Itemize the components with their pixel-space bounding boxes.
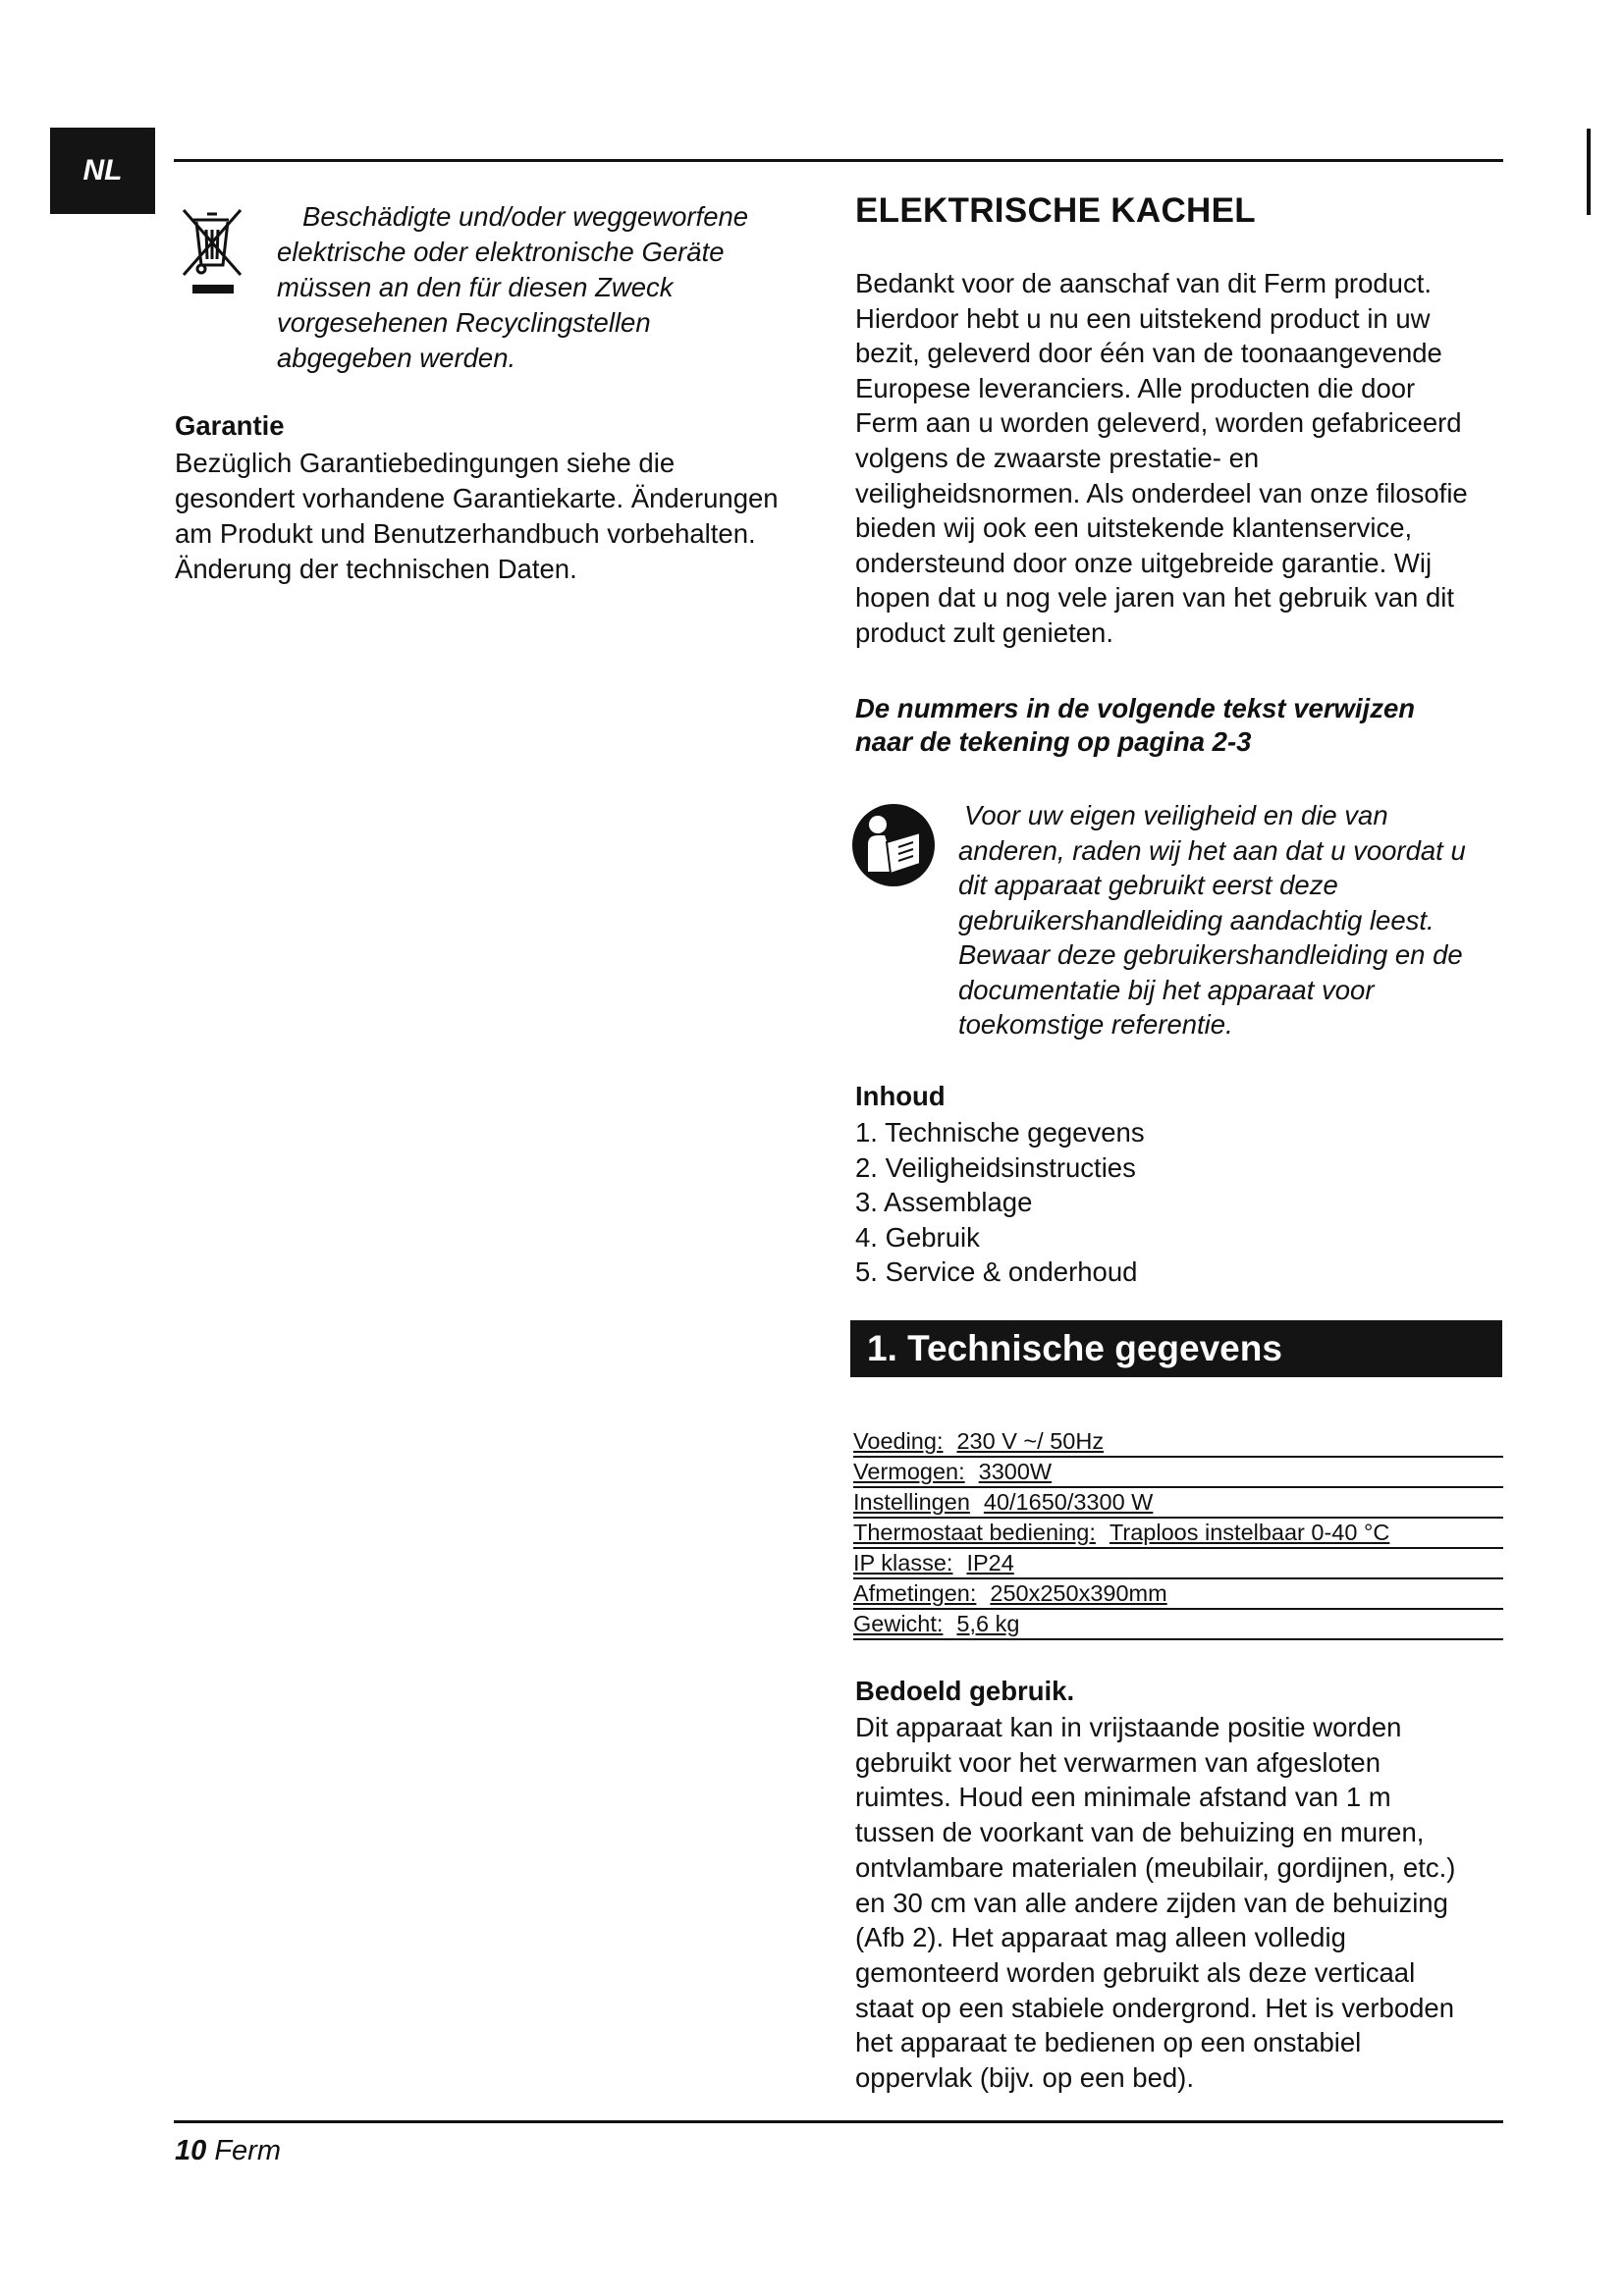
text-line: oppervlak (bijv. op een bed). bbox=[855, 2062, 1194, 2094]
text-line: Voor uw eigen veiligheid en die van bbox=[964, 800, 1388, 830]
text-line: müssen an den für diesen Zweck bbox=[277, 272, 674, 302]
spec-label: Instellingen bbox=[853, 1489, 970, 1515]
margin-marker bbox=[1587, 129, 1591, 215]
text-line: dit apparaat gebruikt eerst deze bbox=[958, 870, 1338, 900]
text-line: Bedankt voor de aanschaf van dit Ferm product. bbox=[855, 268, 1432, 298]
spec-label: Vermogen: bbox=[853, 1459, 965, 1484]
intended-use-heading: Bedoeld gebruik. bbox=[855, 1676, 1075, 1706]
text-line: hopen dat u nog vele jaren van het gebruik van dit bbox=[855, 582, 1455, 614]
spec-row bbox=[853, 1488, 1503, 1519]
spec-row bbox=[853, 1610, 1503, 1640]
text-line: toekomstige referentie. bbox=[958, 1009, 1233, 1040]
language-tab: NL bbox=[50, 128, 155, 214]
garantie-text bbox=[175, 446, 823, 587]
crossed-out-wheelie-bin-icon bbox=[180, 206, 248, 296]
text-line: Hierdoor hebt u nu een uitstekend product in uw bbox=[855, 302, 1431, 334]
text-line: De nummers in de volgende tekst verwijzen bbox=[855, 693, 1416, 723]
toc-item: 3. Assemblage bbox=[855, 1187, 1033, 1218]
drawing-reference-note bbox=[855, 692, 1415, 759]
text-line: anderen, raden wij het aan dat u voordat u bbox=[958, 834, 1466, 866]
text-line: gebruikt voor het verwarmen van afgesloten bbox=[855, 1746, 1381, 1778]
text-line: naar de tekening op pagina 2-3 bbox=[855, 726, 1252, 757]
text-line: elektrische oder elektronische Geräte bbox=[277, 237, 725, 267]
text-line: gesondert vorhandene Garantiekarte. Änderungen bbox=[175, 483, 779, 513]
page-footer bbox=[175, 2135, 281, 2167]
read-manual-notice bbox=[958, 798, 1466, 1042]
toc-item: 2. Veiligheidsinstructies bbox=[855, 1151, 1136, 1183]
text-line: ontvlambare materialen (meubilair, gordijnen, etc.) bbox=[855, 1851, 1456, 1883]
text-line: product zult genieten. bbox=[855, 616, 1113, 648]
spec-row bbox=[853, 1458, 1503, 1488]
intro-paragraph bbox=[855, 266, 1513, 651]
text-line: het apparaat te bedienen op een onstabiel bbox=[855, 2027, 1362, 2058]
spec-row bbox=[853, 1549, 1503, 1579]
section-heading-technical-data: 1. Technische gegevens bbox=[850, 1320, 1502, 1377]
toc-item: 4. Gebruik bbox=[855, 1221, 980, 1253]
text-line: Beschädigte und/oder weggeworfene bbox=[302, 201, 749, 232]
text-line: vorgesehenen Recyclingstellen bbox=[277, 307, 651, 338]
spec-value: 250x250x390mm bbox=[990, 1580, 1167, 1606]
top-divider bbox=[174, 159, 1503, 162]
text-line: Bewaar deze gebruikershandleiding en de bbox=[958, 939, 1463, 970]
text-line: volgens de zwaarste prestatie- en bbox=[855, 442, 1260, 473]
page-title: ELEKTRISCHE KACHEL bbox=[855, 191, 1256, 230]
text-line: staat op een stabiele ondergrond. Het is verboden bbox=[855, 1992, 1454, 2023]
spec-label: IP klasse: bbox=[853, 1550, 953, 1575]
spec-row bbox=[853, 1579, 1503, 1610]
spec-value: 3300W bbox=[978, 1459, 1053, 1484]
text-line: am Produkt und Benutzerhandbuch vorbehalten. bbox=[175, 518, 756, 549]
spec-table bbox=[853, 1427, 1503, 1640]
text-line: Änderung der technischen Daten. bbox=[175, 554, 577, 584]
text-line: gebruikershandleiding aandachtig leest. bbox=[958, 904, 1435, 935]
bottom-divider bbox=[174, 2120, 1503, 2123]
text-line: ruimtes. Houd een minimale afstand van 1 m bbox=[855, 1782, 1391, 1813]
text-line: veiligheidsnormen. Als onderdeel van onze filosofie bbox=[855, 477, 1468, 508]
garantie-heading: Garantie bbox=[175, 410, 285, 441]
spec-label: Voeding: bbox=[853, 1428, 944, 1454]
spec-row bbox=[853, 1519, 1503, 1549]
text-line: Ferm aan u worden geleverd, worden gefabriceerd bbox=[855, 407, 1462, 439]
page-number: 10 bbox=[175, 2135, 207, 2166]
toc-item: 5. Service & onderhoud bbox=[855, 1256, 1138, 1288]
spec-value: IP24 bbox=[966, 1550, 1014, 1575]
spec-label: Thermostaat bediening: bbox=[853, 1520, 1096, 1545]
spec-row bbox=[853, 1427, 1503, 1458]
text-line: ondersteund door onze uitgebreide garantie. Wij bbox=[855, 547, 1433, 578]
spec-label: Gewicht: bbox=[853, 1611, 944, 1636]
weee-disposal-notice bbox=[277, 199, 787, 376]
contents-heading: Inhoud bbox=[855, 1081, 946, 1111]
text-line: Europese leveranciers. Alle producten die door bbox=[855, 372, 1416, 403]
text-line: (Afb 2). Het apparaat mag alleen volledig bbox=[855, 1922, 1346, 1953]
table-of-contents bbox=[855, 1115, 1145, 1290]
text-line: gemonteerd worden gebruikt als deze verticaal bbox=[855, 1956, 1416, 1988]
toc-item: 1. Technische gegevens bbox=[855, 1117, 1145, 1148]
text-line: Dit apparaat kan in vrijstaande positie worden bbox=[855, 1712, 1402, 1742]
intended-use-text bbox=[855, 1710, 1455, 2096]
spec-value: 40/1650/3300 W bbox=[983, 1489, 1154, 1515]
text-line: abgegeben werden. bbox=[277, 343, 516, 373]
text-line: tussen de voorkant van de behuizing en muren, bbox=[855, 1817, 1425, 1848]
read-manual-icon bbox=[851, 803, 936, 887]
text-line: bieden wij ook een uitstekende klantenservice, bbox=[855, 512, 1413, 544]
text-line: en 30 cm van alle andere zijden van de behuizing bbox=[855, 1887, 1448, 1918]
spec-label: Afmetingen: bbox=[853, 1580, 977, 1606]
spec-value: 230 V ~/ 50Hz bbox=[956, 1428, 1105, 1454]
spec-value: 5,6 kg bbox=[956, 1611, 1020, 1636]
text-line: Bezüglich Garantiebedingungen siehe die bbox=[175, 448, 676, 478]
spec-value: Traploos instelbaar 0-40 °C bbox=[1109, 1520, 1390, 1545]
text-line: bezit, geleverd door één van de toonaangevende bbox=[855, 338, 1442, 369]
footer-brand: Ferm bbox=[214, 2135, 281, 2166]
text-line: documentatie bij het apparaat voor bbox=[958, 974, 1375, 1005]
